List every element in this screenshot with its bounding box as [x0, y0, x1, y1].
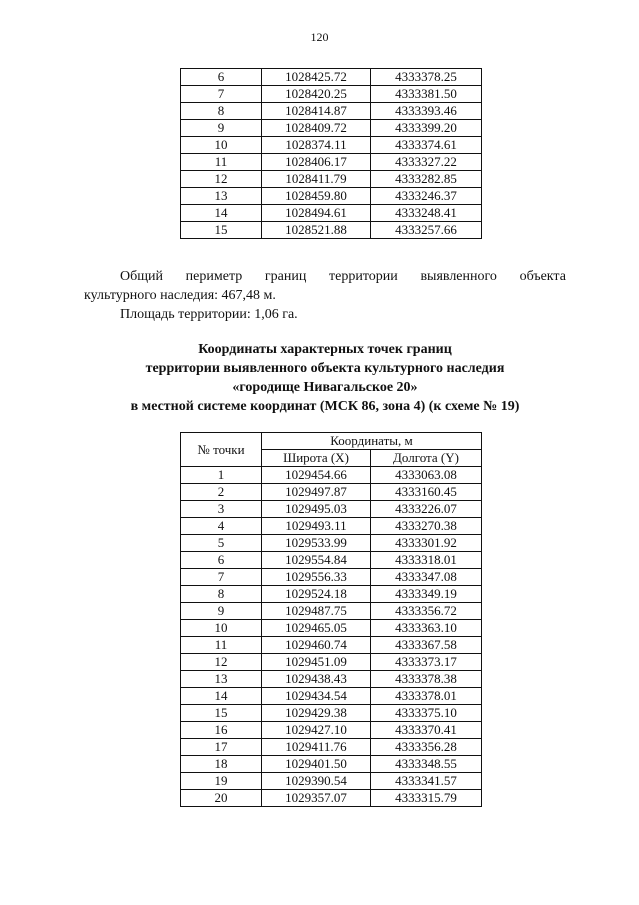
header-point-number: № точки [181, 433, 262, 467]
latitude-cell: 1029493.11 [262, 518, 371, 535]
point-number-cell: 5 [181, 535, 262, 552]
point-number-cell: 10 [181, 137, 262, 154]
point-number-cell: 1 [181, 467, 262, 484]
latitude-cell: 1029427.10 [262, 722, 371, 739]
point-number-cell: 4 [181, 518, 262, 535]
table-row [181, 773, 482, 790]
latitude-cell: 1029451.09 [262, 654, 371, 671]
longitude-cell: 4333248.41 [371, 205, 482, 222]
longitude-cell: 4333381.50 [371, 86, 482, 103]
longitude-cell: 4333378.01 [371, 688, 482, 705]
latitude-cell: 1028414.87 [262, 103, 371, 120]
latitude-cell: 1028409.72 [262, 120, 371, 137]
latitude-cell: 1029429.38 [262, 705, 371, 722]
point-number-cell: 14 [181, 205, 262, 222]
table-row [181, 120, 482, 137]
table2-header-row [181, 433, 482, 450]
page-number: 120 [310, 30, 329, 44]
table-row [181, 484, 482, 501]
heading-line-4: в местной системе координат (МСК 86, зона 4) (к схеме № 19) [130, 399, 520, 414]
point-number-cell: 8 [181, 103, 262, 120]
longitude-cell: 4333348.55 [371, 756, 482, 773]
latitude-cell: 1029533.99 [262, 535, 371, 552]
point-number-cell: 13 [181, 188, 262, 205]
latitude-cell: 1028521.88 [262, 222, 371, 239]
perimeter-word: границ [264, 269, 307, 284]
latitude-cell: 1029411.76 [262, 739, 371, 756]
heading-line-2: территории выявленного объекта культурного наследия [145, 361, 505, 376]
table-row [181, 552, 482, 569]
point-number-cell: 7 [181, 569, 262, 586]
longitude-cell: 4333349.19 [371, 586, 482, 603]
latitude-cell: 1028425.72 [262, 69, 371, 86]
latitude-cell: 1028459.80 [262, 188, 371, 205]
latitude-cell: 1029438.43 [262, 671, 371, 688]
point-number-cell: 18 [181, 756, 262, 773]
table-row [181, 756, 482, 773]
latitude-cell: 1029460.74 [262, 637, 371, 654]
table-row [181, 620, 482, 637]
table-row [181, 137, 482, 154]
point-number-cell: 2 [181, 484, 262, 501]
table-row [181, 535, 482, 552]
latitude-cell: 1029465.05 [262, 620, 371, 637]
point-number-cell: 13 [181, 671, 262, 688]
perimeter-word: Общий [120, 269, 163, 284]
table-row [181, 518, 482, 535]
longitude-cell: 4333356.72 [371, 603, 482, 620]
latitude-cell: 1028411.79 [262, 171, 371, 188]
header-latitude: Широта (X) [262, 450, 371, 467]
longitude-cell: 4333160.45 [371, 484, 482, 501]
longitude-cell: 4333257.66 [371, 222, 482, 239]
table-row [181, 154, 482, 171]
table-row [181, 603, 482, 620]
longitude-cell: 4333367.58 [371, 637, 482, 654]
point-number-cell: 10 [181, 620, 262, 637]
latitude-cell: 1028406.17 [262, 154, 371, 171]
point-number-cell: 6 [181, 69, 262, 86]
latitude-cell: 1028420.25 [262, 86, 371, 103]
area-paragraph: Площадь территории: 1,06 га. [120, 307, 298, 322]
table1-body [181, 69, 482, 239]
point-number-cell: 9 [181, 120, 262, 137]
table-row [181, 103, 482, 120]
table-row [181, 188, 482, 205]
table-row [181, 790, 482, 807]
longitude-cell: 4333318.01 [371, 552, 482, 569]
table2-head [181, 433, 482, 467]
perimeter-word: территории [329, 269, 398, 284]
latitude-cell: 1029454.66 [262, 467, 371, 484]
longitude-cell: 4333315.79 [371, 790, 482, 807]
section-heading [60, 340, 590, 416]
latitude-cell: 1029495.03 [262, 501, 371, 518]
longitude-cell: 4333301.92 [371, 535, 482, 552]
heading-line-1: Координаты характерных точек границ [198, 342, 452, 357]
latitude-cell: 1029401.50 [262, 756, 371, 773]
longitude-cell: 4333393.46 [371, 103, 482, 120]
longitude-cell: 4333375.10 [371, 705, 482, 722]
longitude-cell: 4333226.07 [371, 501, 482, 518]
point-number-cell: 19 [181, 773, 262, 790]
table-row [181, 467, 482, 484]
latitude-cell: 1029497.87 [262, 484, 371, 501]
longitude-cell: 4333282.85 [371, 171, 482, 188]
longitude-cell: 4333374.61 [371, 137, 482, 154]
table-row [181, 171, 482, 188]
perimeter-word: выявленного [420, 269, 497, 284]
table-row [181, 671, 482, 688]
point-number-cell: 11 [181, 154, 262, 171]
longitude-cell: 4333246.37 [371, 188, 482, 205]
latitude-cell: 1029524.18 [262, 586, 371, 603]
header-longitude: Долгота (Y) [371, 450, 482, 467]
latitude-cell: 1029487.75 [262, 603, 371, 620]
perimeter-word: периметр [185, 269, 243, 284]
table-row [181, 637, 482, 654]
table-row [181, 69, 482, 86]
longitude-cell: 4333063.08 [371, 467, 482, 484]
point-number-cell: 9 [181, 603, 262, 620]
point-number-cell: 12 [181, 654, 262, 671]
coordinates-table [180, 432, 482, 807]
longitude-cell: 4333270.38 [371, 518, 482, 535]
point-number-cell: 8 [181, 586, 262, 603]
longitude-cell: 4333370.41 [371, 722, 482, 739]
perimeter-word: объекта [519, 269, 566, 284]
perimeter-line-1 [84, 267, 566, 286]
longitude-cell: 4333327.22 [371, 154, 482, 171]
point-number-cell: 6 [181, 552, 262, 569]
longitude-cell: 4333378.38 [371, 671, 482, 688]
latitude-cell: 1029390.54 [262, 773, 371, 790]
longitude-cell: 4333341.57 [371, 773, 482, 790]
table-row [181, 739, 482, 756]
point-number-cell: 17 [181, 739, 262, 756]
header-coordinates: Координаты, м [262, 433, 482, 450]
table-row [181, 222, 482, 239]
point-number-cell: 7 [181, 86, 262, 103]
coordinates-table-continued [180, 68, 482, 239]
longitude-cell: 4333347.08 [371, 569, 482, 586]
longitude-cell: 4333399.20 [371, 120, 482, 137]
longitude-cell: 4333363.10 [371, 620, 482, 637]
point-number-cell: 11 [181, 637, 262, 654]
latitude-cell: 1028374.11 [262, 137, 371, 154]
point-number-cell: 15 [181, 705, 262, 722]
table-row [181, 86, 482, 103]
table2-body [181, 467, 482, 807]
latitude-cell: 1029556.33 [262, 569, 371, 586]
table-row [181, 501, 482, 518]
table-row [181, 569, 482, 586]
point-number-cell: 16 [181, 722, 262, 739]
perimeter-paragraph [84, 267, 566, 305]
table-row [181, 688, 482, 705]
point-number-cell: 14 [181, 688, 262, 705]
table-row [181, 705, 482, 722]
table-row [181, 722, 482, 739]
latitude-cell: 1029434.54 [262, 688, 371, 705]
latitude-cell: 1029357.07 [262, 790, 371, 807]
heading-line-3: «городище Нивагальское 20» [232, 380, 418, 395]
longitude-cell: 4333378.25 [371, 69, 482, 86]
table-row [181, 586, 482, 603]
latitude-cell: 1028494.61 [262, 205, 371, 222]
point-number-cell: 15 [181, 222, 262, 239]
table-row [181, 205, 482, 222]
point-number-cell: 3 [181, 501, 262, 518]
point-number-cell: 12 [181, 171, 262, 188]
point-number-cell: 20 [181, 790, 262, 807]
longitude-cell: 4333356.28 [371, 739, 482, 756]
latitude-cell: 1029554.84 [262, 552, 371, 569]
perimeter-line-2: культурного наследия: 467,48 м. [84, 288, 276, 303]
longitude-cell: 4333373.17 [371, 654, 482, 671]
table-row [181, 654, 482, 671]
